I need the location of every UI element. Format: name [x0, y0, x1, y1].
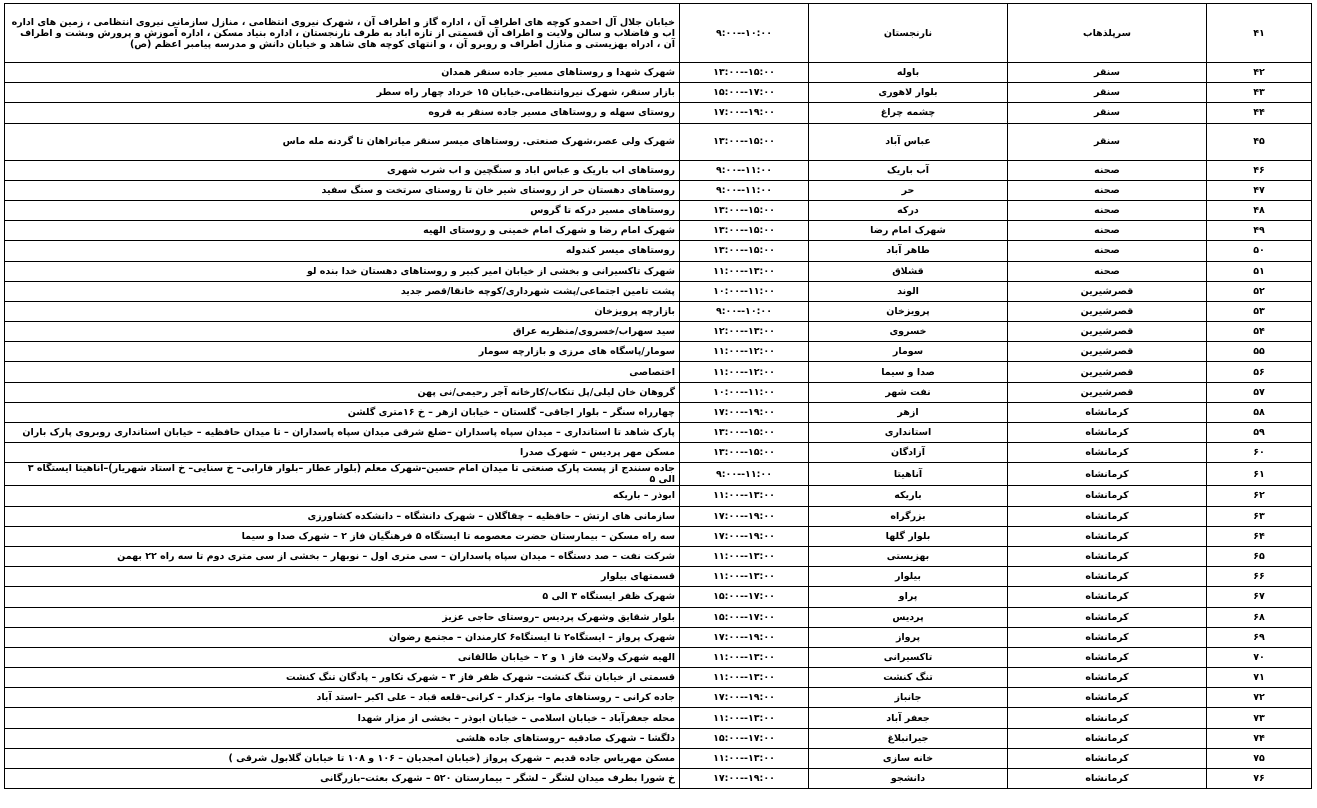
area-cell: آزادگان — [809, 443, 1008, 463]
description-cell: چهارراه سنگر – بلوار اجاقی– گلستان – خیابان ازهر – خ ۱۶متری گلشن — [5, 402, 680, 422]
table-row — [5, 301, 1312, 321]
city-cell: سنقر — [1008, 103, 1207, 123]
row-number: ۶۹ — [1207, 627, 1312, 647]
time-cell: ۱۳:۰۰--۱۵:۰۰ — [680, 443, 809, 463]
description-cell: شرکت نفت – صد دستگاه – میدان سپاه پاسداران – سی متری اول – نوبهار – بخشی از سی متری دوم تا سه راه ۲۲ بهمن — [5, 546, 680, 566]
row-number: ۵۲ — [1207, 281, 1312, 301]
city-cell: کرمانشاه — [1008, 688, 1207, 708]
area-cell: طاهر آباد — [809, 241, 1008, 261]
area-cell: خسروی — [809, 322, 1008, 342]
city-cell: کرمانشاه — [1008, 708, 1207, 728]
city-cell: قصرشیرین — [1008, 281, 1207, 301]
table-row — [5, 322, 1312, 342]
city-cell: کرمانشاه — [1008, 728, 1207, 748]
time-cell: ۱۳:۰۰--۱۵:۰۰ — [680, 123, 809, 160]
time-cell: ۱۷:۰۰--۱۹:۰۰ — [680, 526, 809, 546]
table-row — [5, 728, 1312, 748]
time-cell: ۹:۰۰--۱۱:۰۰ — [680, 463, 809, 486]
table-row — [5, 627, 1312, 647]
row-number: ۴۳ — [1207, 83, 1312, 103]
table-row — [5, 261, 1312, 281]
table-row — [5, 63, 1312, 83]
area-cell: نفت شهر — [809, 382, 1008, 402]
table-row — [5, 83, 1312, 103]
description-cell: مسکن مهریاس جاده قدیم – شهرک پرواز (خیابان امجدیان – ۱۰۶ و ۱۰۸ تا خیابان گلابول شرقی ) — [5, 748, 680, 768]
area-cell: سومار — [809, 342, 1008, 362]
table-row — [5, 769, 1312, 789]
city-cell: صحنه — [1008, 200, 1207, 220]
description-cell: سومار/پاسگاه های مرزی و بازارچه سومار — [5, 342, 680, 362]
description-cell: جاده سنندج از پست پارک صنعتی تا میدان امام حسین–شهرک معلم (بلوار عطار –بلوار فارابی– خ سنایی– خ استاد شهریار)–آناهیتا ایستگاه ۳ الی ۵ — [5, 463, 680, 486]
table-row — [5, 748, 1312, 768]
description-cell: پشت تامین اجتماعی/پشت شهرداری/کوچه خانقا/قصر جدید — [5, 281, 680, 301]
time-cell: ۱۷:۰۰--۱۹:۰۰ — [680, 506, 809, 526]
description-cell: ابوذر – باریکه — [5, 486, 680, 506]
description-cell: مسکن مهر پردیس – شهرک صدرا — [5, 443, 680, 463]
city-cell: کرمانشاه — [1008, 463, 1207, 486]
description-cell: دلگشا – شهرک صادقیه –روستاهای جاده هلشی — [5, 728, 680, 748]
description-cell: شهرک تاکسیرانی و بخشی از خیابان امیر کبیر و روستاهای دهستان خدا بنده لو — [5, 261, 680, 281]
table-row — [5, 221, 1312, 241]
table-row — [5, 241, 1312, 261]
description-cell: سازمانی های ارتش – حافظیه – چقاگلان – شهرک دانشگاه – دانشکده کشاورزی — [5, 506, 680, 526]
description-cell: بلوار شقایق وشهرک پردیس –روستای حاجی عزیز — [5, 607, 680, 627]
description-cell: روستاهای میسر کندوله — [5, 241, 680, 261]
area-cell: بلوار گلها — [809, 526, 1008, 546]
time-cell: ۱۱:۰۰--۱۳:۰۰ — [680, 708, 809, 728]
area-cell: تاکسیرانی — [809, 647, 1008, 667]
description-cell: شهرک پرواز – ایستگاه۲ تا ایستگاه۶ کارمندان – مجتمع رضوان — [5, 627, 680, 647]
time-cell: ۱۷:۰۰--۱۹:۰۰ — [680, 688, 809, 708]
row-number: ۴۹ — [1207, 221, 1312, 241]
row-number: ۶۳ — [1207, 506, 1312, 526]
city-cell: کرمانشاه — [1008, 402, 1207, 422]
row-number: ۶۴ — [1207, 526, 1312, 546]
description-cell: بازار سنقر، شهرک نیروانتظامی.خیابان ۱۵ خرداد چهار راه سطر — [5, 83, 680, 103]
description-cell: خیابان جلال آل احمدو کوچه های اطراف آن ، اداره گاز و اطراف آن ، شهرک نیروی انتظامی ، منازل سازمانی نیروی انتظامی ، زمین های اداره اب و فاضلاب و سالن ولایت و اطراف آن قسمتی از تازه اباد به طرف نارنجستان ، اداره بنیاد مسکن ، اداره آموزش و پرورش وبشت و اطراف آن ، ادراه بهزیستی و منازل اطراف و روبرو آن ، و انتهای کوچه های شاهد و خیابان دانش و مدرسه پیامبر اعظم (ص) — [5, 4, 680, 63]
table-row — [5, 546, 1312, 566]
area-cell: پراو — [809, 587, 1008, 607]
area-cell: بیلوار — [809, 567, 1008, 587]
city-cell: کرمانشاه — [1008, 567, 1207, 587]
time-cell: ۱۱:۰۰--۱۳:۰۰ — [680, 486, 809, 506]
area-cell: جعفر آباد — [809, 708, 1008, 728]
area-cell: استانداری — [809, 423, 1008, 443]
time-cell: ۹:۰۰--۱۱:۰۰ — [680, 180, 809, 200]
area-cell: جیرانبلاغ — [809, 728, 1008, 748]
city-cell: کرمانشاه — [1008, 526, 1207, 546]
table-row — [5, 423, 1312, 443]
description-cell: روستاهای مسیر درکه تا گروس — [5, 200, 680, 220]
table-row — [5, 342, 1312, 362]
area-cell: عباس آباد — [809, 123, 1008, 160]
city-cell: قصرشیرین — [1008, 301, 1207, 321]
outage-schedule-table — [4, 3, 1312, 789]
row-number: ۵۶ — [1207, 362, 1312, 382]
area-cell: الوند — [809, 281, 1008, 301]
row-number: ۶۲ — [1207, 486, 1312, 506]
description-cell: اختصاصی — [5, 362, 680, 382]
table-row — [5, 587, 1312, 607]
row-number: ۶۶ — [1207, 567, 1312, 587]
city-cell: صحنه — [1008, 261, 1207, 281]
table-row — [5, 567, 1312, 587]
table-row — [5, 382, 1312, 402]
time-cell: ۹:۰۰--۱۰:۰۰ — [680, 4, 809, 63]
time-cell: ۹:۰۰--۱۰:۰۰ — [680, 301, 809, 321]
area-cell: دانشجو — [809, 769, 1008, 789]
row-number: ۴۷ — [1207, 180, 1312, 200]
area-cell: پرویزخان — [809, 301, 1008, 321]
city-cell: سرپلذهاب — [1008, 4, 1207, 63]
time-cell: ۱۱:۰۰--۱۳:۰۰ — [680, 261, 809, 281]
city-cell: کرمانشاه — [1008, 647, 1207, 667]
time-cell: ۹:۰۰--۱۱:۰۰ — [680, 160, 809, 180]
time-cell: ۱۵:۰۰--۱۷:۰۰ — [680, 728, 809, 748]
area-cell: شهرک امام رضا — [809, 221, 1008, 241]
city-cell: صحنه — [1008, 241, 1207, 261]
table-row — [5, 180, 1312, 200]
area-cell: باریکه — [809, 486, 1008, 506]
row-number: ۷۶ — [1207, 769, 1312, 789]
table-row — [5, 281, 1312, 301]
table-row — [5, 463, 1312, 486]
row-number: ۷۲ — [1207, 688, 1312, 708]
row-number: ۷۵ — [1207, 748, 1312, 768]
area-cell: درکه — [809, 200, 1008, 220]
table-row — [5, 607, 1312, 627]
city-cell: کرمانشاه — [1008, 506, 1207, 526]
area-cell: پردیس — [809, 607, 1008, 627]
row-number: ۶۱ — [1207, 463, 1312, 486]
area-cell: قشلاق — [809, 261, 1008, 281]
city-cell: کرمانشاه — [1008, 748, 1207, 768]
time-cell: ۱۲:۰۰--۱۳:۰۰ — [680, 322, 809, 342]
table-row — [5, 506, 1312, 526]
row-number: ۵۳ — [1207, 301, 1312, 321]
row-number: ۷۳ — [1207, 708, 1312, 728]
row-number: ۵۴ — [1207, 322, 1312, 342]
city-cell: کرمانشاه — [1008, 423, 1207, 443]
row-number: ۶۸ — [1207, 607, 1312, 627]
time-cell: ۱۵:۰۰--۱۷:۰۰ — [680, 83, 809, 103]
time-cell: ۱۱:۰۰--۱۳:۰۰ — [680, 748, 809, 768]
area-cell: نارنجستان — [809, 4, 1008, 63]
city-cell: صحنه — [1008, 160, 1207, 180]
area-cell: آب باریک — [809, 160, 1008, 180]
time-cell: ۱۱:۰۰--۱۲:۰۰ — [680, 362, 809, 382]
row-number: ۵۸ — [1207, 402, 1312, 422]
description-cell: روستاهای اب باریک و عباس اباد و سنگچین و اب شرب شهری — [5, 160, 680, 180]
area-cell: ازهر — [809, 402, 1008, 422]
row-number: ۵۱ — [1207, 261, 1312, 281]
description-cell: شهرک امام رضا و شهرک امام خمینی و روستای الهیه — [5, 221, 680, 241]
city-cell: کرمانشاه — [1008, 443, 1207, 463]
time-cell: ۱۳:۰۰--۱۵:۰۰ — [680, 63, 809, 83]
area-cell: چشمه چراغ — [809, 103, 1008, 123]
row-number: ۴۶ — [1207, 160, 1312, 180]
time-cell: ۱۷:۰۰--۱۹:۰۰ — [680, 627, 809, 647]
table-row — [5, 647, 1312, 667]
row-number: ۶۵ — [1207, 546, 1312, 566]
city-cell: سنقر — [1008, 123, 1207, 160]
row-number: ۵۹ — [1207, 423, 1312, 443]
table-row — [5, 160, 1312, 180]
time-cell: ۱۰:۰۰--۱۱:۰۰ — [680, 382, 809, 402]
time-cell: ۱۵:۰۰--۱۷:۰۰ — [680, 607, 809, 627]
time-cell: ۱۳:۰۰--۱۵:۰۰ — [680, 423, 809, 443]
table-body — [5, 4, 1312, 789]
city-cell: صحنه — [1008, 221, 1207, 241]
description-cell: الهیه شهرک ولایت فاز ۱ و ۲ – خیابان طالقانی — [5, 647, 680, 667]
table-row — [5, 708, 1312, 728]
row-number: ۴۱ — [1207, 4, 1312, 63]
time-cell: ۱۷:۰۰--۱۹:۰۰ — [680, 103, 809, 123]
description-cell: روستاهای دهستان حر از روستای شیر خان تا روستای سرتخت و سنگ سفید — [5, 180, 680, 200]
city-cell: کرمانشاه — [1008, 769, 1207, 789]
description-cell: پارک شاهد تا استانداری – میدان سپاه پاسداران –ضلع شرقی میدان سپاه پاسداران – تا میدان حافظیه – خیابان استانداری روبروی پارک باران — [5, 423, 680, 443]
row-number: ۴۲ — [1207, 63, 1312, 83]
row-number: ۷۱ — [1207, 668, 1312, 688]
area-cell: بزرگراه — [809, 506, 1008, 526]
city-cell: قصرشیرین — [1008, 362, 1207, 382]
city-cell: سنقر — [1008, 83, 1207, 103]
area-cell: تنگ کنشت — [809, 668, 1008, 688]
description-cell: شهرک ظفر ایستگاه ۳ الی ۵ — [5, 587, 680, 607]
time-cell: ۱۰:۰۰--۱۱:۰۰ — [680, 281, 809, 301]
table-row — [5, 486, 1312, 506]
description-cell: روستای سهله و روستاهای مسیر جاده سنقر به قروه — [5, 103, 680, 123]
description-cell: خ شورا بطرف میدان لشگر – لشگر – بیمارستان ۵۲۰ – شهرک بعثت–بازرگانی — [5, 769, 680, 789]
description-cell: محله جعفرآباد – خیابان اسلامی – خیابان ابوذر – بخشی از مزار شهدا — [5, 708, 680, 728]
area-cell: حر — [809, 180, 1008, 200]
city-cell: صحنه — [1008, 180, 1207, 200]
description-cell: شهرک ولی عصر،شهرک صنعتی. روستاهای میسر سنقر میانراهان تا گردنه مله ماس — [5, 123, 680, 160]
city-cell: قصرشیرین — [1008, 342, 1207, 362]
table-row — [5, 103, 1312, 123]
area-cell: پرواز — [809, 627, 1008, 647]
table-row — [5, 526, 1312, 546]
table-row — [5, 123, 1312, 160]
row-number: ۷۰ — [1207, 647, 1312, 667]
city-cell: کرمانشاه — [1008, 607, 1207, 627]
time-cell: ۱۱:۰۰--۱۳:۰۰ — [680, 546, 809, 566]
row-number: ۶۰ — [1207, 443, 1312, 463]
description-cell: گروهان خان لیلی/پل تنکاب/کارخانه آجر رحیمی/نی پهن — [5, 382, 680, 402]
time-cell: ۱۷:۰۰--۱۹:۰۰ — [680, 769, 809, 789]
table-row — [5, 443, 1312, 463]
row-number: ۵۷ — [1207, 382, 1312, 402]
description-cell: سید سهراب/خسروی/منظریه عراق — [5, 322, 680, 342]
row-number: ۵۰ — [1207, 241, 1312, 261]
time-cell: ۱۳:۰۰--۱۵:۰۰ — [680, 221, 809, 241]
row-number: ۴۸ — [1207, 200, 1312, 220]
table-row — [5, 688, 1312, 708]
city-cell: کرمانشاه — [1008, 486, 1207, 506]
city-cell: قصرشیرین — [1008, 382, 1207, 402]
time-cell: ۱۷:۰۰--۱۹:۰۰ — [680, 402, 809, 422]
row-number: ۷۴ — [1207, 728, 1312, 748]
area-cell: باوله — [809, 63, 1008, 83]
time-cell: ۱۱:۰۰--۱۲:۰۰ — [680, 342, 809, 362]
city-cell: کرمانشاه — [1008, 546, 1207, 566]
description-cell: بازارچه پرویزخان — [5, 301, 680, 321]
row-number: ۴۴ — [1207, 103, 1312, 123]
time-cell: ۱۵:۰۰--۱۷:۰۰ — [680, 587, 809, 607]
description-cell: جاده کرانی – روستاهای ماوا– بزکدار – کرانی–قلعه قباد – علی اکبر –استد آباد — [5, 688, 680, 708]
city-cell: کرمانشاه — [1008, 587, 1207, 607]
table-row — [5, 402, 1312, 422]
table-row — [5, 200, 1312, 220]
area-cell: جانباز — [809, 688, 1008, 708]
area-cell: صدا و سیما — [809, 362, 1008, 382]
row-number: ۶۷ — [1207, 587, 1312, 607]
time-cell: ۱۳:۰۰--۱۵:۰۰ — [680, 241, 809, 261]
city-cell: سنقر — [1008, 63, 1207, 83]
row-number: ۴۵ — [1207, 123, 1312, 160]
area-cell: آناهیتا — [809, 463, 1008, 486]
time-cell: ۱۱:۰۰--۱۳:۰۰ — [680, 567, 809, 587]
time-cell: ۱۱:۰۰--۱۳:۰۰ — [680, 668, 809, 688]
description-cell: قسمتی از خیابان تنگ کنشت– شهرک ظفر فاز ۳ – شهرک تکاور – پادگان تنگ کنشت — [5, 668, 680, 688]
row-number: ۵۵ — [1207, 342, 1312, 362]
table-row — [5, 668, 1312, 688]
city-cell: قصرشیرین — [1008, 322, 1207, 342]
table-row — [5, 362, 1312, 382]
description-cell: سه راه مسکن – بیمارستان حضرت معصومه تا ایستگاه ۵ فرهنگیان فاز ۲ – شهرک صدا و سیما — [5, 526, 680, 546]
description-cell: قسمتهای بیلوار — [5, 567, 680, 587]
table-row — [5, 4, 1312, 63]
area-cell: بهزیستی — [809, 546, 1008, 566]
city-cell: کرمانشاه — [1008, 627, 1207, 647]
time-cell: ۱۳:۰۰--۱۵:۰۰ — [680, 200, 809, 220]
area-cell: بلوار لاهوری — [809, 83, 1008, 103]
area-cell: خانه سازی — [809, 748, 1008, 768]
description-cell: شهرک شهدا و روستاهای مسیر جاده سنقر همدان — [5, 63, 680, 83]
city-cell: کرمانشاه — [1008, 668, 1207, 688]
time-cell: ۱۱:۰۰--۱۳:۰۰ — [680, 647, 809, 667]
